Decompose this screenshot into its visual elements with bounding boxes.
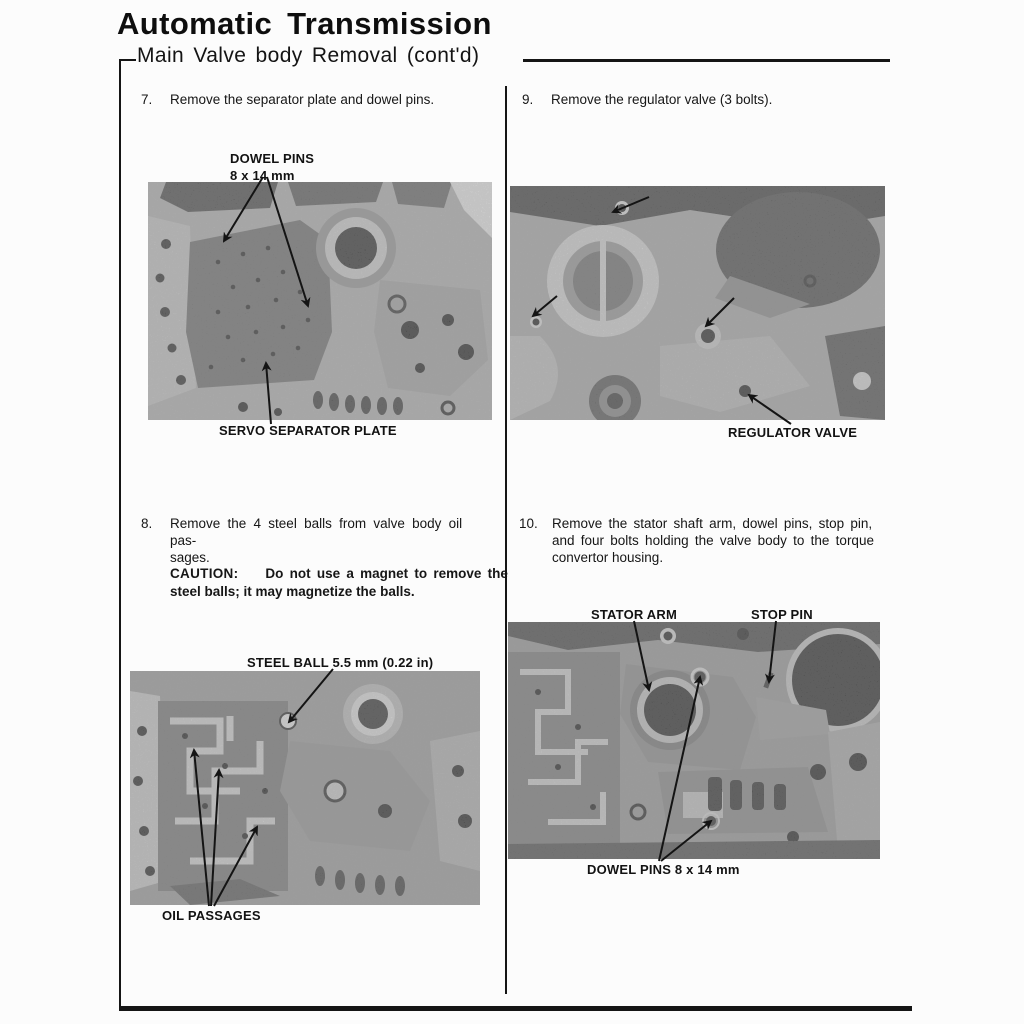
step-8-text	[170, 515, 493, 566]
callout-stop-pin: STOP PIN	[751, 607, 813, 622]
step-8-text-line1: Remove the 4 steel balls from valve body oil pas-	[170, 516, 463, 548]
callout-stator-arm: STATOR ARM	[591, 607, 678, 622]
caution-text-line2: steel balls; it may magnetize the balls.	[170, 584, 415, 599]
step-8	[141, 515, 493, 566]
content-border-bottom	[119, 1006, 912, 1011]
step-10-text-line2: and four bolts holding the valve body to the torque	[552, 533, 874, 548]
step-9-number: 9.	[522, 92, 534, 107]
photo-oil-passages-image	[130, 671, 480, 905]
callout-regulator-valve: REGULATOR VALVE	[728, 425, 858, 440]
caution-line1	[170, 565, 522, 583]
callout-servo-separator-plate: SERVO SEPARATOR PLATE	[219, 423, 397, 438]
step-7	[141, 91, 493, 108]
photo-stator-arm	[508, 622, 880, 859]
step-10-number: 10.	[519, 516, 538, 531]
photo-servo-separator-plate-image	[148, 182, 492, 420]
column-divider	[505, 86, 507, 994]
step-10-text-line3: convertor housing.	[552, 550, 664, 565]
callout-steel-ball: STEEL BALL 5.5 mm (0.22 in)	[247, 655, 434, 670]
photo-regulator-valve-image	[510, 186, 885, 420]
step-10	[519, 515, 885, 566]
callout-dowel-pins-bottom: DOWEL PINS 8 x 14 mm	[587, 862, 740, 877]
step-7-text: Remove the separator plate and dowel pins.	[170, 92, 435, 107]
step-10-text	[552, 515, 885, 566]
step-9-text: Remove the regulator valve (3 bolts).	[551, 92, 773, 107]
step-10-text-line1: Remove the stator shaft arm, dowel pins, stop pin,	[552, 516, 873, 531]
caution-text-line1: Do not use a magnet to remove the	[265, 566, 508, 581]
photo-stator-arm-image	[508, 622, 880, 859]
page-title: Automatic Transmission	[117, 6, 492, 41]
step-8-text-line2: sages.	[170, 550, 210, 565]
step-8-number: 8.	[141, 516, 153, 531]
callout-oil-passages: OIL PASSAGES	[162, 908, 261, 923]
step-7-number: 7.	[141, 92, 153, 107]
section-header-rule	[523, 59, 890, 62]
section-title: Main Valve body Removal (cont'd)	[137, 44, 480, 67]
callout-dowel-pins	[230, 150, 314, 184]
caution-label: CAUTION:	[170, 566, 239, 581]
content-border-left	[119, 59, 121, 1009]
callout-dowel-pins-line1: DOWEL PINS	[230, 151, 315, 166]
section-bracket-tick	[119, 59, 136, 61]
step-8-caution	[170, 565, 522, 601]
callout-dowel-pins-line2: 8 x 14 mm	[230, 168, 295, 183]
step-9	[522, 91, 884, 108]
photo-regulator-valve	[510, 186, 885, 420]
photo-oil-passages	[130, 671, 480, 905]
photo-servo-separator-plate	[148, 182, 492, 420]
